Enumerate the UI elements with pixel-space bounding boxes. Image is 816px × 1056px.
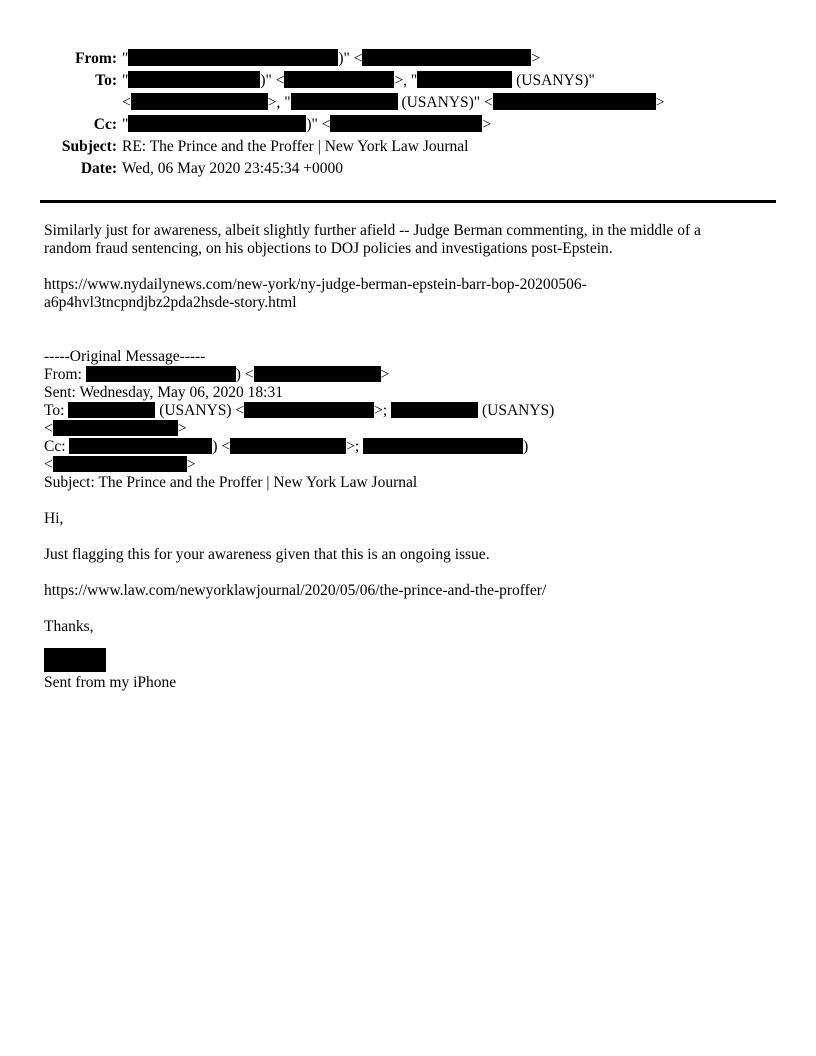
sent-from-iphone-line: Sent from my iPhone <box>44 674 177 691</box>
to-label: To: <box>95 72 117 89</box>
email-body <box>44 222 784 692</box>
closing-line: Thanks, <box>44 618 94 635</box>
body-paragraph-line: Similarly just for awareness, albeit slightly further afield -- Judge Berman commenting, in the middle of a <box>44 222 701 239</box>
redaction-bar <box>131 93 268 110</box>
article-url-line: https://www.nydailynews.com/new-york/ny-judge-berman-epstein-barr-bop-20200506- <box>44 276 587 293</box>
from-end-text: > <box>531 50 541 67</box>
orig-subject-line: Subject: The Prince and the Proffer | New York Law Journal <box>44 474 418 491</box>
orig-cc-cont-open: < <box>44 456 53 473</box>
to-value-line1 <box>122 70 595 92</box>
cc-end-text: > <box>482 116 492 133</box>
date-value: Wed, 06 May 2020 23:45:34 +0000 <box>122 160 344 177</box>
redaction-bar <box>128 71 260 88</box>
cc-value <box>122 114 491 136</box>
from-open-quote: " <box>122 50 129 67</box>
blank-line <box>44 312 784 348</box>
orig-cc-mid-text-1: ) < <box>212 438 231 455</box>
orig-cc-mid-text-2: >; <box>346 438 364 455</box>
redaction-bar <box>53 456 187 472</box>
orig-cc-cont-close: > <box>186 456 196 473</box>
redaction-bar <box>128 115 306 132</box>
header-field-date <box>40 158 784 180</box>
original-message-divider: -----Original Message----- <box>44 348 206 365</box>
greeting-line: Hi, <box>44 510 64 527</box>
redacted-signature-bar <box>44 648 106 672</box>
date-label: Date: <box>80 160 117 177</box>
redaction-bar <box>291 93 398 110</box>
orig-cc-end-text: ) <box>523 438 529 455</box>
from-mid-text: )" < <box>338 50 363 67</box>
orig-to-continuation-line <box>44 420 784 438</box>
from-label: From: <box>75 50 117 67</box>
divider-rule <box>40 200 776 203</box>
orig-from-label: From: <box>44 366 86 383</box>
article-url-line: https://www.law.com/newyorklawjournal/2020/05/06/the-prince-and-the-proffer/ <box>44 582 547 599</box>
orig-sent-line: Sent: Wednesday, May 06, 2020 18:31 <box>44 384 283 401</box>
redaction-bar <box>128 49 338 66</box>
redaction-bar <box>362 49 531 66</box>
orig-cc-continuation-line <box>44 456 784 474</box>
orig-from-mid-text: ) < <box>235 366 254 383</box>
to-l2-usanys-text: (USANYS)" < <box>397 94 493 111</box>
header-field-to-line2 <box>40 92 784 114</box>
blank-line <box>44 600 784 618</box>
redaction-bar <box>330 115 482 132</box>
blank-line <box>44 564 784 582</box>
article-url-line: a6p4hvl3tncpndjbz2pda2hsde-story.html <box>44 294 297 311</box>
redaction-bar <box>68 402 155 418</box>
to-l2-end-bracket: > <box>655 94 665 111</box>
to-l2-mid-text-1: >, " <box>267 94 291 111</box>
cc-mid-text: )" < <box>306 116 331 133</box>
orig-cc-label: Cc: <box>44 438 70 455</box>
header-field-cc <box>40 114 784 136</box>
orig-to-mid-text-2: >; <box>374 402 392 419</box>
to-value-line2 <box>122 92 665 114</box>
cc-label: Cc: <box>93 116 117 133</box>
orig-to-line <box>44 402 784 420</box>
header-field-from <box>40 48 784 70</box>
orig-to-label: To: <box>44 402 69 419</box>
blank-line <box>44 258 784 276</box>
from-value <box>122 48 540 70</box>
orig-to-mid-text-1: (USANYS) < <box>155 402 245 419</box>
orig-to-cont-open: < <box>44 420 53 437</box>
subject-value: RE: The Prince and the Proffer | New York Law Journal <box>122 138 469 155</box>
orig-from-line <box>44 366 784 384</box>
orig-to-cont-close: > <box>177 420 187 437</box>
header-field-subject <box>40 136 784 158</box>
blank-line <box>44 492 784 510</box>
redaction-bar <box>69 438 212 454</box>
to-label-spacer <box>40 92 117 114</box>
orig-cc-line <box>44 438 784 456</box>
redaction-bar <box>244 402 374 418</box>
to-l2-open-bracket: < <box>122 94 131 111</box>
header-field-to-line1 <box>40 70 784 92</box>
to-mid-text-1: )" < <box>260 72 285 89</box>
redaction-bar <box>284 71 394 88</box>
to-open-quote: " <box>122 72 129 89</box>
to-mid-text-2: >, " <box>394 72 418 89</box>
redaction-bar <box>493 93 656 110</box>
body-paragraph-line: Just flagging this for your awareness given that this is an ongoing issue. <box>44 546 490 563</box>
to-usanys-text: (USANYS)" <box>512 72 595 89</box>
redaction-bar <box>53 420 178 436</box>
redaction-bar <box>86 366 236 382</box>
orig-to-usanys-text: (USANYS) <box>478 402 555 419</box>
redaction-bar <box>417 71 512 88</box>
redaction-bar <box>391 402 478 418</box>
subject-label: Subject: <box>61 138 117 155</box>
cc-open-quote: " <box>122 116 129 133</box>
orig-from-end-text: > <box>380 366 390 383</box>
redaction-bar <box>254 366 381 382</box>
email-header <box>40 48 784 180</box>
redaction-bar <box>230 438 346 454</box>
redaction-bar <box>363 438 523 454</box>
body-paragraph-line: random fraud sentencing, on his objections to DOJ policies and investigations post-Epstein. <box>44 240 613 257</box>
blank-line <box>44 528 784 546</box>
